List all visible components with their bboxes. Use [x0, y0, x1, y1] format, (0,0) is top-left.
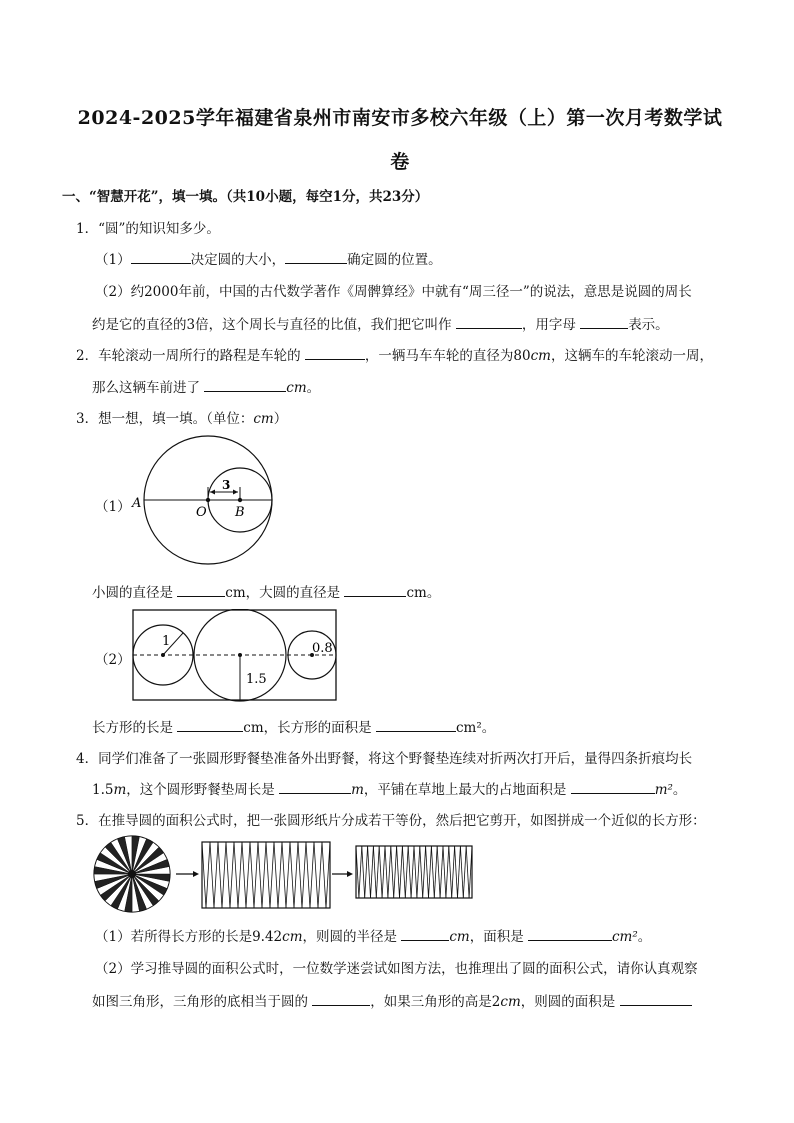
q5-p2-unit: cm [500, 994, 521, 1010]
label-r2: 1.5 [246, 672, 267, 687]
q4-unit3: m² [654, 782, 673, 798]
q1-p2-text1: 约是它的直径的3倍，这个周长与直径的比值，我们把它叫作 [92, 317, 456, 333]
answer-blank[interactable] [305, 345, 365, 360]
q5-p1-text1: （1）若所得长方形的长是9.42 [95, 929, 283, 945]
q1-p2-text2: ，用字母 [521, 317, 581, 333]
q4-unit1: m [113, 782, 127, 798]
answer-blank[interactable] [620, 991, 692, 1006]
q3-figure1-circles [128, 432, 288, 572]
q2-unit: cm [530, 348, 551, 364]
q4-unit2: m [351, 782, 364, 798]
segmented-circle [94, 836, 170, 912]
q5-area-derivation-figure [92, 834, 482, 916]
q2-text2: ，一辆马车车轮的直径为80 [364, 348, 531, 364]
q5-part2-line2 [92, 990, 692, 1010]
q3-stem [76, 407, 287, 427]
q5-p1-text2: ，则圆的半径是 [302, 929, 402, 945]
answer-blank[interactable] [285, 249, 347, 264]
q3-ans1-text1: 小圆的直径是 [92, 585, 178, 601]
label-A: A [132, 496, 142, 511]
q3-ans2-text2: cm，长方形的面积是 [243, 720, 376, 736]
q1-part2-line2 [92, 313, 669, 333]
q3-figure2-rectangle [132, 609, 338, 703]
q4-text3: ，平铺在草地上最大的占地面积是 [363, 782, 571, 798]
q1-stem: 1．“圆”的知识知多少。 [76, 221, 220, 237]
q3-ans2-text3: cm²。 [455, 720, 496, 736]
q3-stem-text: 3．想一想，填一填。（单位： [76, 411, 254, 427]
q4-line2 [92, 778, 686, 798]
answer-blank[interactable] [204, 377, 286, 392]
q5-p1-text3: ，面积是 [469, 929, 528, 945]
answer-blank[interactable] [401, 926, 449, 941]
q3-ans1-text3: cm。 [406, 585, 441, 601]
answer-blank[interactable] [279, 779, 351, 794]
q1-p1-label: （1） [95, 252, 131, 268]
point-O [206, 498, 210, 502]
q2-text5: 。 [306, 380, 321, 396]
q5-stem: 5．在推导圆的面积公式时，把一张圆形纸片分成若干等份，然后把它剪开，如图拼成一个近似的长方形： [76, 813, 706, 829]
arrow-2-head [347, 871, 353, 877]
document-title-line1: 2024-2025学年福建省泉州市南安市多校六年级（上）第一次月考数学试 [77, 107, 723, 129]
label-O: O [196, 505, 207, 520]
q5-p2-text3: ，则圆的面积是 [520, 994, 620, 1010]
q5-part1 [95, 925, 651, 945]
q3-answer1 [92, 581, 440, 601]
q1-part2-line1: （2）约2000年前，中国的古代数学著作《周髀算经》中就有“周三径一”的说法，意思是说圆的周长 [95, 284, 692, 300]
q3-fig2-label: （2） [95, 652, 131, 668]
q5-p1-unit2: cm [449, 929, 470, 945]
q2-unit2: cm [286, 380, 307, 396]
arrow-1-head [193, 871, 199, 877]
q5-p1-unit3: cm² [612, 929, 638, 945]
q4-text1: 1.5 [92, 782, 114, 798]
answer-blank[interactable] [571, 779, 655, 794]
q5-p2-text1: 如图三角形，三角形的底相当于圆的 [92, 994, 313, 1010]
q5-part2-line1: （2）学习推导圆的面积公式时，一位数学迷尝试如图方法，也推理出了圆的面积公式，请你认真观察 [95, 961, 698, 977]
q1-p1-text1: 决定圆的大小， [190, 252, 286, 268]
q2-text4: 那么这辆车前进了 [92, 380, 205, 396]
q1-p2-text3: 表示。 [628, 317, 669, 333]
q3-answer2 [92, 716, 495, 736]
q5-p1-text4: 。 [637, 929, 652, 945]
q3-unit: cm [253, 411, 274, 427]
answer-blank[interactable] [580, 314, 628, 329]
answer-blank[interactable] [312, 991, 370, 1006]
zigzag-strip-2 [356, 846, 472, 898]
q2-text3: ，这辆车的车轮滚动一周， [550, 348, 713, 364]
section-heading: 一、“智慧开花”，填一填。（共10小题，每空1分，共23分） [62, 189, 429, 205]
zigzag-strip-1 [202, 842, 330, 908]
answer-blank[interactable] [344, 582, 406, 597]
label-r3: 0.8 [312, 641, 333, 656]
answer-blank[interactable] [177, 582, 225, 597]
q3-stem-end: ） [273, 411, 288, 427]
q5-p1-unit1: cm [282, 929, 303, 945]
answer-blank[interactable] [528, 926, 612, 941]
arrow-head-right [233, 490, 238, 495]
answer-blank[interactable] [376, 717, 456, 732]
q3-ans1-text2: cm，大圆的直径是 [225, 585, 345, 601]
label-B: B [235, 505, 245, 520]
point-B [238, 498, 242, 502]
q1-p1-text2: 确定圆的位置。 [347, 252, 442, 268]
q3-fig1-label: （1） [95, 499, 131, 515]
q5-p2-text2: ，如果三角形的高是2 [370, 994, 501, 1010]
q2-line2 [92, 376, 320, 396]
answer-blank[interactable] [456, 314, 522, 329]
q4-text2: ，这个圆形野餐垫周长是 [126, 782, 280, 798]
q2-text1: 2．车轮滚动一周所行的路程是车轮的 [76, 348, 305, 364]
q4-line1: 4．同学们准备了一张圆形野餐垫准备外出野餐，将这个野餐垫连续对折两次打开后，量得四条折痕均长 [76, 751, 693, 767]
q2-line1 [76, 344, 713, 364]
answer-blank[interactable] [131, 249, 191, 264]
document-title-line2: 卷 [390, 151, 410, 173]
q3-ans2-text1: 长方形的长是 [92, 720, 178, 736]
arrow-head-left [210, 490, 215, 495]
q1-part1 [95, 248, 442, 268]
label-3: 3 [222, 478, 231, 492]
label-r1: 1 [162, 634, 171, 649]
answer-blank[interactable] [177, 717, 243, 732]
q4-text4: 。 [672, 782, 687, 798]
